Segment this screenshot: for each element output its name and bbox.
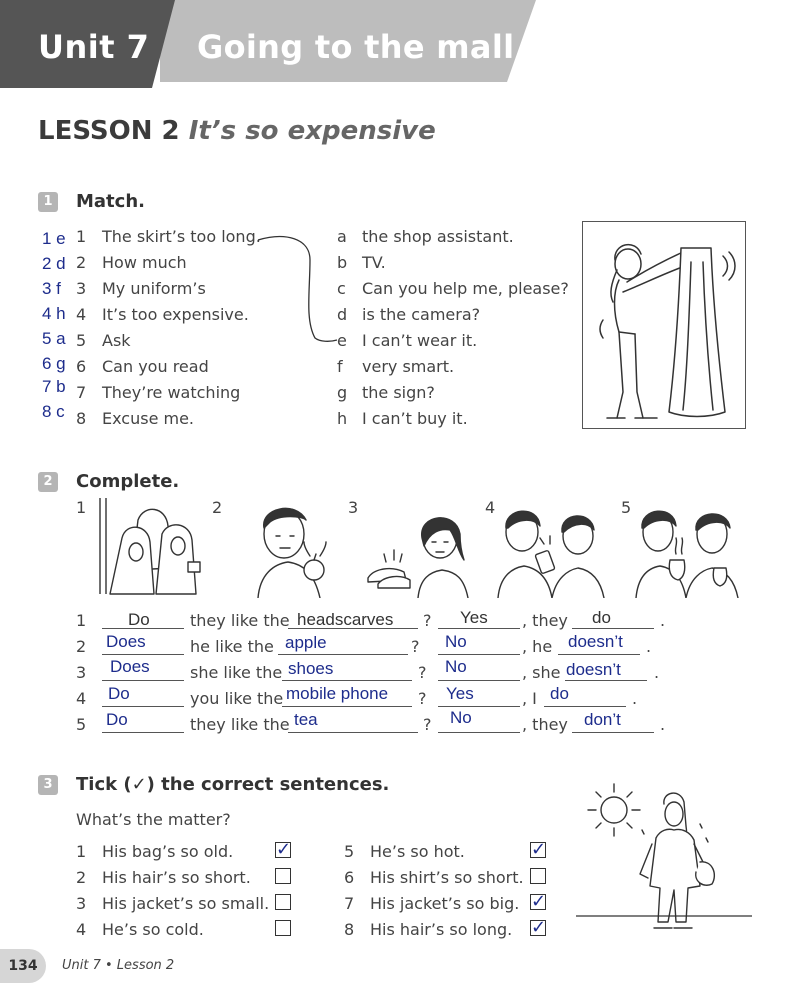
answer-text: Does <box>106 632 146 651</box>
question-text: he like the <box>190 637 274 656</box>
match-right-letter: e <box>337 331 347 350</box>
match-left-number: 5 <box>76 331 87 350</box>
answer-text: No <box>445 632 467 651</box>
match-right-letter: f <box>337 357 343 376</box>
tick-item-number: 8 <box>344 920 355 939</box>
tick-item-text: His shirt’s so short. <box>370 868 524 887</box>
boys-with-tea-picture-icon <box>632 498 742 598</box>
page-number: 134 <box>0 949 46 983</box>
match-left-text: It’s too expensive. <box>102 305 249 324</box>
tick-item-text: His jacket’s so small. <box>102 894 270 913</box>
response-text: , they <box>522 715 568 734</box>
unit-title: Going to the mall <box>197 28 515 66</box>
answer-text: Does <box>110 657 150 676</box>
answer-text: shoes <box>288 659 334 678</box>
match-right-letter: b <box>337 253 348 272</box>
answer-text: Yes <box>446 684 474 703</box>
headscarves-picture-icon <box>92 498 204 598</box>
match-right-letter: h <box>337 409 348 428</box>
answer-text: No <box>450 708 472 727</box>
match-answer: 6 g <box>42 354 66 373</box>
match-right-text: is the camera? <box>362 305 481 324</box>
section-title-tick: Tick (✓) the correct sentences. <box>76 774 390 795</box>
picture-number: 1 <box>76 498 87 517</box>
picture-number: 2 <box>212 498 223 517</box>
answer-text: doesn’t <box>568 632 623 651</box>
tick-mark: ✓ <box>531 891 547 912</box>
footer-label: Unit 7 • Lesson 2 <box>62 958 175 973</box>
answer-blank[interactable] <box>572 610 654 629</box>
tick-item-number: 3 <box>76 894 87 913</box>
period: . <box>660 715 666 734</box>
match-left-text: The skirt’s too long. <box>102 227 261 246</box>
section-title-complete: Complete. <box>76 471 180 492</box>
tick-item-number: 1 <box>76 842 87 861</box>
question-text: they like the <box>190 611 290 630</box>
match-left-number: 6 <box>76 357 87 376</box>
unit-label: Unit 7 <box>38 28 150 66</box>
match-answer: 7 b <box>42 377 66 396</box>
match-left-number: 8 <box>76 409 87 428</box>
response-text: , they <box>522 611 568 630</box>
tick-checkbox[interactable] <box>530 868 546 884</box>
answer-text: tea <box>294 710 318 729</box>
question-text: you like the <box>190 689 284 708</box>
tick-item-text: He’s so cold. <box>102 920 204 939</box>
lesson-label: LESSON 2 <box>38 116 180 146</box>
match-answer: 8 c <box>42 402 65 421</box>
match-answer: 4 h <box>42 304 66 323</box>
row-number: 3 <box>76 663 87 682</box>
tick-item-number: 6 <box>344 868 355 887</box>
tick-item-number: 7 <box>344 894 355 913</box>
section-number-1: 1 <box>38 192 58 212</box>
tick-question: What’s the matter? <box>76 810 231 829</box>
answer-text: do <box>592 608 611 627</box>
match-left-number: 3 <box>76 279 87 298</box>
answer-text: do <box>550 684 569 703</box>
match-right-text: Can you help me, please? <box>362 279 569 298</box>
match-right-text: I can’t wear it. <box>362 331 478 350</box>
match-answer: 3 f <box>42 279 61 298</box>
row-number: 2 <box>76 637 87 656</box>
response-text: , she <box>522 663 561 682</box>
tick-item-number: 5 <box>344 842 355 861</box>
question-mark: ? <box>418 663 427 682</box>
tick-checkbox[interactable] <box>275 868 291 884</box>
match-right-text: very smart. <box>362 357 455 376</box>
match-right-text: TV. <box>362 253 386 272</box>
row-number: 5 <box>76 715 87 734</box>
answer-text: Do <box>128 610 150 629</box>
match-right-text: the shop assistant. <box>362 227 514 246</box>
match-left-text: Ask <box>102 331 131 350</box>
answer-text: mobile phone <box>286 684 389 703</box>
match-right-text: I can’t buy it. <box>362 409 468 428</box>
response-text: , he <box>522 637 553 656</box>
question-mark: ? <box>423 715 432 734</box>
girl-and-shoes-picture-icon <box>364 498 474 598</box>
section-number-3: 3 <box>38 775 58 795</box>
tick-mark: ✓ <box>276 839 292 860</box>
match-left-text: My uniform’s <box>102 279 206 298</box>
period: . <box>660 611 666 630</box>
tick-mark: ✓ <box>531 917 547 938</box>
period: . <box>654 663 660 682</box>
row-number: 1 <box>76 611 87 630</box>
man-in-sun-illustration-icon <box>576 778 752 938</box>
answer-text: Yes <box>460 608 488 627</box>
match-answer: 1 e <box>42 229 66 248</box>
row-number: 4 <box>76 689 87 708</box>
answer-text: apple <box>285 633 327 652</box>
match-left-number: 7 <box>76 383 87 402</box>
answer-text: Do <box>108 684 130 703</box>
skirt-illustration <box>582 221 746 429</box>
section-number-2: 2 <box>38 472 58 492</box>
boys-with-mobile-phone-picture-icon <box>494 498 609 598</box>
tick-item-text: His hair’s so long. <box>370 920 513 939</box>
lesson-subtitle: It’s so expensive <box>188 116 436 146</box>
answer-text: headscarves <box>297 610 394 629</box>
match-answer: 5 a <box>42 329 66 348</box>
tick-item-text: He’s so hot. <box>370 842 465 861</box>
match-left-text: Excuse me. <box>102 409 195 428</box>
match-left-text: They’re watching <box>102 383 241 402</box>
match-left-text: Can you read <box>102 357 209 376</box>
boy-with-apple-picture-icon <box>240 498 340 598</box>
question-mark: ? <box>418 689 427 708</box>
match-right-letter: d <box>337 305 348 324</box>
tick-item-number: 2 <box>76 868 87 887</box>
question-mark: ? <box>423 611 432 630</box>
answer-text: doesn’t <box>566 660 621 679</box>
woman-holding-skirt-icon <box>583 222 745 428</box>
answer-text: No <box>445 657 467 676</box>
response-text: , I <box>522 689 537 708</box>
match-answer: 2 d <box>42 254 66 273</box>
tick-mark: ✓ <box>531 839 547 860</box>
answer-text: Do <box>106 710 128 729</box>
match-connector-line <box>255 230 340 345</box>
match-right-letter: g <box>337 383 348 402</box>
tick-item-number: 4 <box>76 920 87 939</box>
match-left-number: 4 <box>76 305 87 324</box>
match-right-letter: c <box>337 279 346 298</box>
picture-number: 3 <box>348 498 359 517</box>
match-right-text: the sign? <box>362 383 435 402</box>
answer-text: don’t <box>584 710 621 729</box>
tick-item-text: His hair’s so short. <box>102 868 251 887</box>
section-title-match: Match. <box>76 191 145 212</box>
match-left-text: How much <box>102 253 187 272</box>
tick-item-text: His jacket’s so big. <box>370 894 520 913</box>
question-mark: ? <box>411 637 420 656</box>
lesson-heading <box>38 116 436 146</box>
picture-number: 5 <box>621 498 632 517</box>
match-left-number: 1 <box>76 227 87 246</box>
picture-number: 4 <box>485 498 496 517</box>
tick-checkbox[interactable] <box>275 920 291 936</box>
question-text: she like the <box>190 663 283 682</box>
question-text: they like the <box>190 715 290 734</box>
period: . <box>646 637 652 656</box>
tick-checkbox[interactable] <box>275 894 291 910</box>
period: . <box>632 689 638 708</box>
match-left-number: 2 <box>76 253 87 272</box>
tick-item-text: His bag’s so old. <box>102 842 234 861</box>
match-right-letter: a <box>337 227 347 246</box>
